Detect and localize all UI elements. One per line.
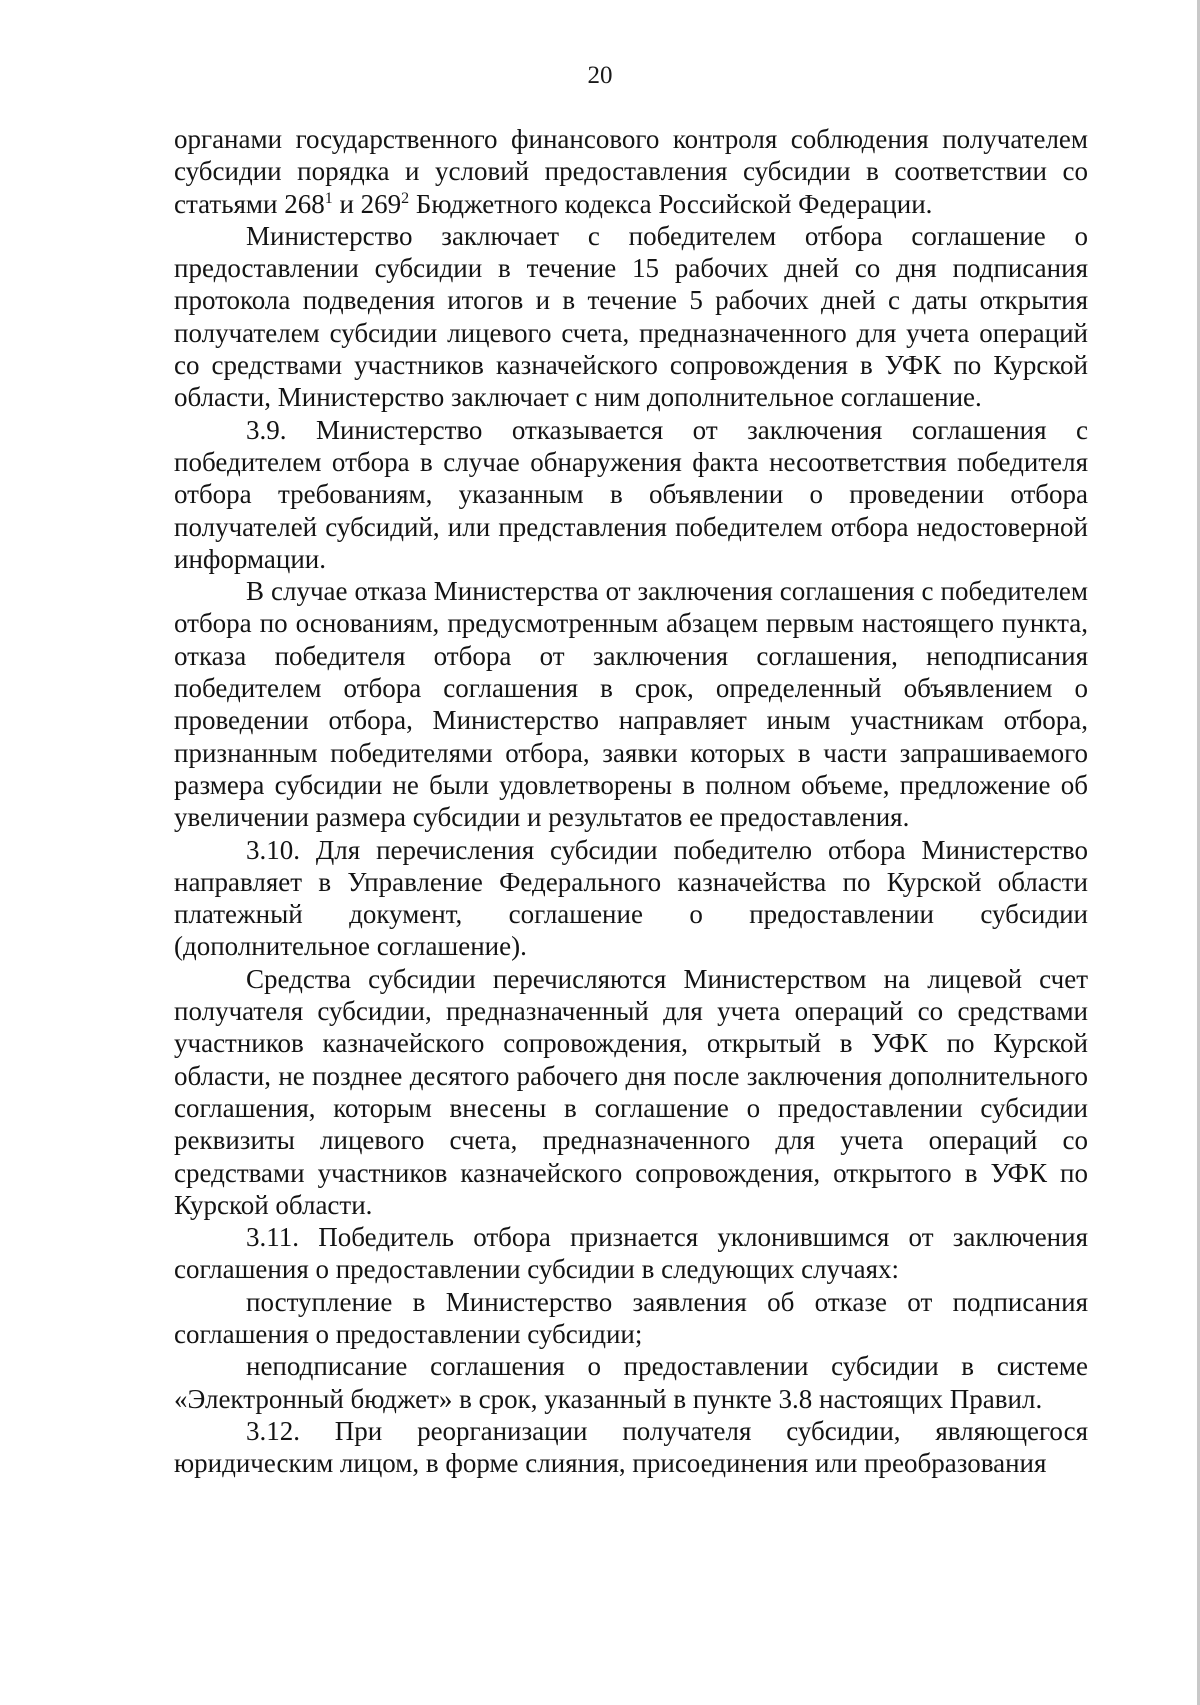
paragraph-1-text-2: и 269 <box>332 188 402 219</box>
document-body <box>174 123 1088 1479</box>
paragraph-3-11: 3.11. Победитель отбора признается уклонившимся от заключения соглашения о предоставлении субсидии в следующих случаях: <box>174 1222 1088 1285</box>
paragraph-1 <box>174 123 1088 220</box>
paragraph-2: Министерство заключает с победителем отбора соглашение о предоставлении субсидии в течение 15 рабочих дней со дня подписания протокола подведения итогов и в течение 5 рабочих дней с даты открытия получателем субсидии лицевого счета, предназначенного для учета операций со средствами участников казначейского сопровождения в УФК по Курской области, Министерство заключает с ним дополнительное соглашение. <box>174 220 1088 413</box>
paragraph-9: неподписание соглашения о предоставлении субсидии в системе «Электронный бюджет» в срок, указанный в пункте 3.8 настоящих Правил. <box>174 1351 1088 1414</box>
paragraph-6: Средства субсидии перечисляются Министерством на лицевой счет получателя субсидии, предназначенный для учета операций со средствами участников казначейского сопровождения, открытый в УФК по Курской области, не позднее десятого рабочего дня после заключения дополнительного соглашения, которым внесены в соглашение о предоставлении субсидии реквизиты лицевого счета, предназначенного для учета операций со средствами участников казначейского сопровождения, открытого в УФК по Курской области. <box>174 963 1088 1220</box>
page-number: 20 <box>587 62 613 89</box>
paragraph-3-12: 3.12. При реорганизации получателя субсидии, являющегося юридическим лицом, в форме слияния, присоединения или преобразования <box>174 1415 1088 1479</box>
paragraph-3-10: 3.10. Для перечисления субсидии победителю отбора Министерство направляет в Управление Федерального казначейства по Курской области платежный документ, соглашение о предоставлении субсидии (дополнительное соглашение). <box>174 834 1088 962</box>
footnote-mark-2: 2 <box>401 189 410 207</box>
paragraph-1-text: органами государственного финансового контроля соблюдения получателем субсидии порядка и условий предоставления субсидии в соответствии со статьями 268 <box>174 124 1088 219</box>
paragraph-3-9: 3.9. Министерство отказывается от заключения соглашения с победителем отбора в случае обнаружения факта несоответствия победителя отбора требованиям, указанным в объявлении о проведении отбора получателей субсидий, или представления победителем отбора недостоверной информации. <box>174 414 1088 574</box>
paragraph-4: В случае отказа Министерства от заключения соглашения с победителем отбора по основаниям, предусмотренным абзацем первым настоящего пункта, отказа победителя отбора от заключения соглашения, неподписания победителем отбора соглашения в срок, определенный объявлением о проведении отбора, Министерство направляет иным участникам отбора, признанным победителями отбора, заявки которых в части запрашиваемого размера субсидии не были удовлетворены в полном объеме, предложение об увеличении размера субсидии и результатов ее предоставления. <box>174 576 1088 833</box>
paragraph-8: поступление в Министерство заявления об отказе от подписания соглашения о предоставлении субсидии; <box>174 1286 1088 1349</box>
paragraph-1-text-3: Бюджетного кодекса Российской Федерации. <box>409 188 933 219</box>
footnote-mark-1: 1 <box>324 189 333 207</box>
